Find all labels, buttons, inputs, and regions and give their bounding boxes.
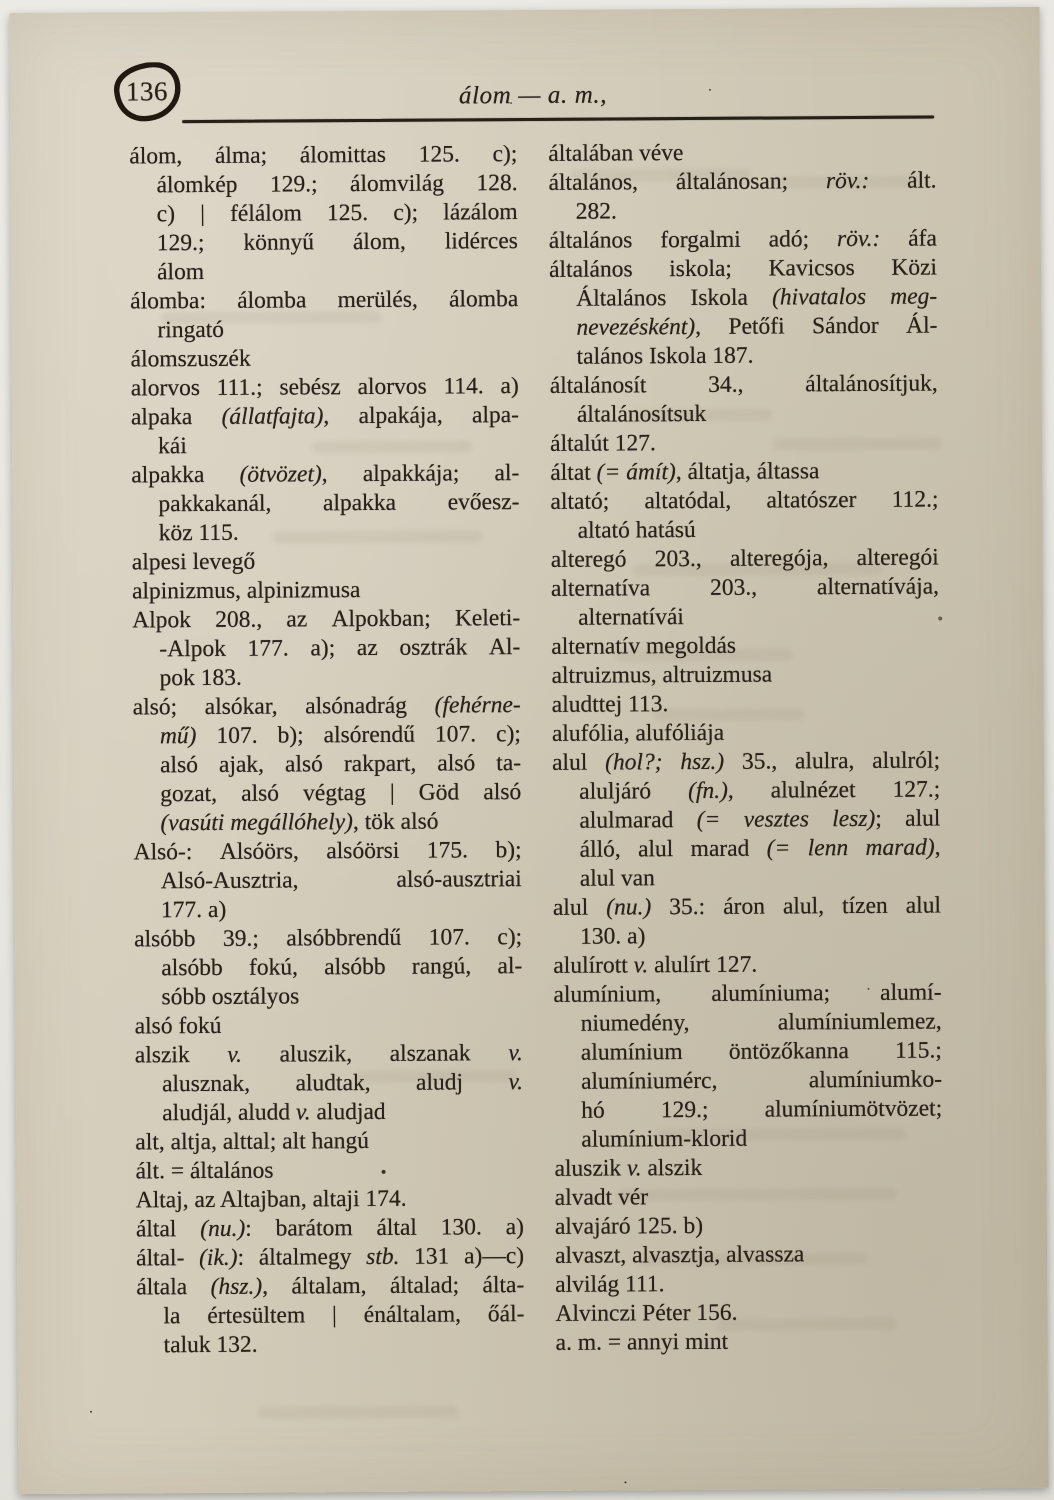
entry-line: 129.; könnyű álom, lidérces <box>156 228 518 257</box>
entry-line: általában véve <box>548 140 684 167</box>
entry-line: Általános Iskola (hivatalos meg- <box>576 283 938 312</box>
entry-line: álomkép 129.; álomvilág 128. <box>156 170 518 199</box>
entry-line: kái <box>158 433 187 460</box>
entry-line: álló, alul marad (= lenn marad), <box>579 834 941 863</box>
entry-line: alumíniumérc, alumíniumko- <box>580 1066 943 1095</box>
entry-line: -Alpok 177. a); az osztrák Al- <box>159 634 521 663</box>
show-through-layer <box>9 7 1039 13</box>
entry-line: alumínium, alumíniuma; alumí- <box>553 979 942 1008</box>
entry-line: gozat, alsó végtag | Göd alsó <box>160 779 522 808</box>
entry-line: altató hatású <box>577 516 696 544</box>
entry-line: alvajáró 125. b) <box>554 1212 704 1240</box>
entry-line: álomba: álomba merülés, álomba <box>130 286 519 315</box>
entry-line: pok 183. <box>159 664 242 692</box>
entry-line: alul van <box>579 865 655 892</box>
entry-line: 282. <box>575 198 617 225</box>
entry-line: nevezésként), Petőfi Sándor Ál- <box>576 312 938 341</box>
entry-line: alternatív megoldás <box>551 632 737 660</box>
entry-line: által- (ik.): általmegy stb. 131 a)—c) <box>136 1243 525 1272</box>
entry-line: általános, általánosan; röv.: ált. <box>548 167 937 196</box>
entry-line: álom <box>156 258 205 286</box>
entry-line: aludttej 113. <box>551 691 669 718</box>
page-number: 136 <box>125 76 169 107</box>
entry-line: Alvinczi Péter 156. <box>555 1299 738 1327</box>
show-through-smudge <box>258 1405 458 1418</box>
entry-line: alt, altja, alttal; alt hangú <box>135 1127 370 1156</box>
entry-line: niumedény, alumíniumlemez, <box>580 1008 942 1037</box>
entry-line: hó 129.; alumíniumötvözet; <box>581 1095 943 1124</box>
left-column <box>129 140 524 1360</box>
entry-line: alpakka (ötvözet), alpakkája; al- <box>131 460 520 489</box>
entry-line: általánosít 34., általánosítjuk, <box>549 370 938 399</box>
entry-line: alufólia, alufóliája <box>551 719 725 747</box>
entry-line: mű) 107. b); alsórendű 107. c); <box>159 721 521 750</box>
entry-line: alteregó 203., alteregója, alteregói <box>550 544 939 573</box>
entry-line: alul (hol?; hsz.) 35., alulra, alulról; <box>551 747 941 776</box>
entry-line: alsó fokú <box>134 1012 222 1040</box>
entry-line: sóbb osztályos <box>161 983 300 1011</box>
entry-line: alvadt vér <box>554 1184 649 1211</box>
entry-line: általános iskola; Kavicsos Közi <box>548 254 938 283</box>
entry-line: aludjál, aludd v. aludjad <box>162 1098 386 1127</box>
entry-line: általút 127. <box>550 430 656 457</box>
entry-line: alternatíva 203., alternatívája, <box>550 573 940 602</box>
entry-line: által (nu.): barátom által 130. a) <box>135 1214 524 1243</box>
entry-line: köz 115. <box>158 519 239 547</box>
entry-line: alsóbb fokú, alsóbb rangú, al- <box>161 953 523 982</box>
entry-line: pakkakanál, alpakka evőesz- <box>158 489 520 518</box>
entry-line: általánosítsuk <box>576 400 707 428</box>
entry-line: Alsó-: Alsóörs, alsóörsi 175. b); <box>133 837 522 866</box>
entry-line: álomszuszék <box>130 345 251 373</box>
entry-line: altató; altatódal, altatószer 112.; <box>550 486 939 515</box>
entry-line: aluszik v. alszik <box>554 1154 703 1182</box>
entry-line: áltat (= ámít), áltatja, áltassa <box>550 458 820 486</box>
entry-line: alumínium öntözőkanna 115.; <box>580 1037 942 1066</box>
book-page <box>9 7 1048 1494</box>
entry-line: a. m. = annyi mint <box>555 1328 729 1356</box>
entry-line: alsóbb 39.; alsóbbrendű 107. c); <box>134 924 523 953</box>
header-rule <box>182 116 934 124</box>
entry-line: alul (nu.) 35.: áron alul, tízen alul <box>552 892 942 921</box>
entry-line: talános Iskola 187. <box>576 342 754 370</box>
entry-line: taluk 132. <box>163 1331 258 1359</box>
entry-line: alusznak, aludtak, aludj v. <box>161 1069 524 1098</box>
right-column <box>548 138 943 1358</box>
entry-line: ált. = általános <box>135 1157 274 1185</box>
entry-line: alpaka (állatfajta), alpakája, alpa- <box>130 402 520 431</box>
entry-line: (vasúti megállóhely), tök alsó <box>160 808 439 837</box>
entry-line: alszik v. aluszik, alszanak v. <box>134 1040 523 1069</box>
entry-line: alvilág 111. <box>555 1271 665 1298</box>
running-head: álom — a. m., <box>458 81 608 110</box>
entry-line: általános forgalmi adó; röv.: áfa <box>548 225 937 254</box>
entry-line: alpinizmus, alpinizmusa <box>131 577 361 605</box>
entry-line: ringató <box>157 316 225 344</box>
entry-line: alulírott v. alulírt 127. <box>553 951 758 979</box>
entry-line: Alsó-Ausztria, alsó-ausztriai <box>160 866 522 895</box>
entry-line: c) | félálom 125. c); lázálom <box>156 199 518 228</box>
entry-line: alpesi levegő <box>131 548 256 576</box>
entry-line: alternatívái <box>578 604 684 631</box>
entry-line: alorvos 111.; sebész alorvos 114. a) <box>130 373 519 402</box>
entry-line: la értesültem | énáltalam, őál- <box>163 1301 525 1330</box>
entry-line: 130. a) <box>580 923 646 950</box>
entry-line: alvaszt, alvasztja, alvassza <box>555 1241 805 1269</box>
entry-line: alumínium-klorid <box>581 1125 748 1153</box>
entry-line: 177. a) <box>160 896 227 924</box>
entry-line: álom, álma; álomittas 125. c); <box>129 141 518 170</box>
entry-line: altruizmus, altruizmusa <box>551 661 773 689</box>
entry-line: általa (hsz.), általam, általad; álta- <box>136 1272 525 1301</box>
entry-line: alsó; alsókar, alsónadrág (fehérne- <box>132 692 521 721</box>
entry-line: Alpok 208., az Alpokban; Keleti- <box>132 605 521 634</box>
dust-specks <box>9 13 11 15</box>
entry-line: Altaj, az Altajban, altaji 174. <box>135 1185 407 1214</box>
entry-line: aluljáró (fn.), alulnézet 127.; <box>579 776 941 805</box>
entry-line: alsó ajak, alsó rakpart, alsó ta- <box>160 750 522 779</box>
entry-line: alulmarad (= vesztes lesz); alul <box>579 805 941 834</box>
